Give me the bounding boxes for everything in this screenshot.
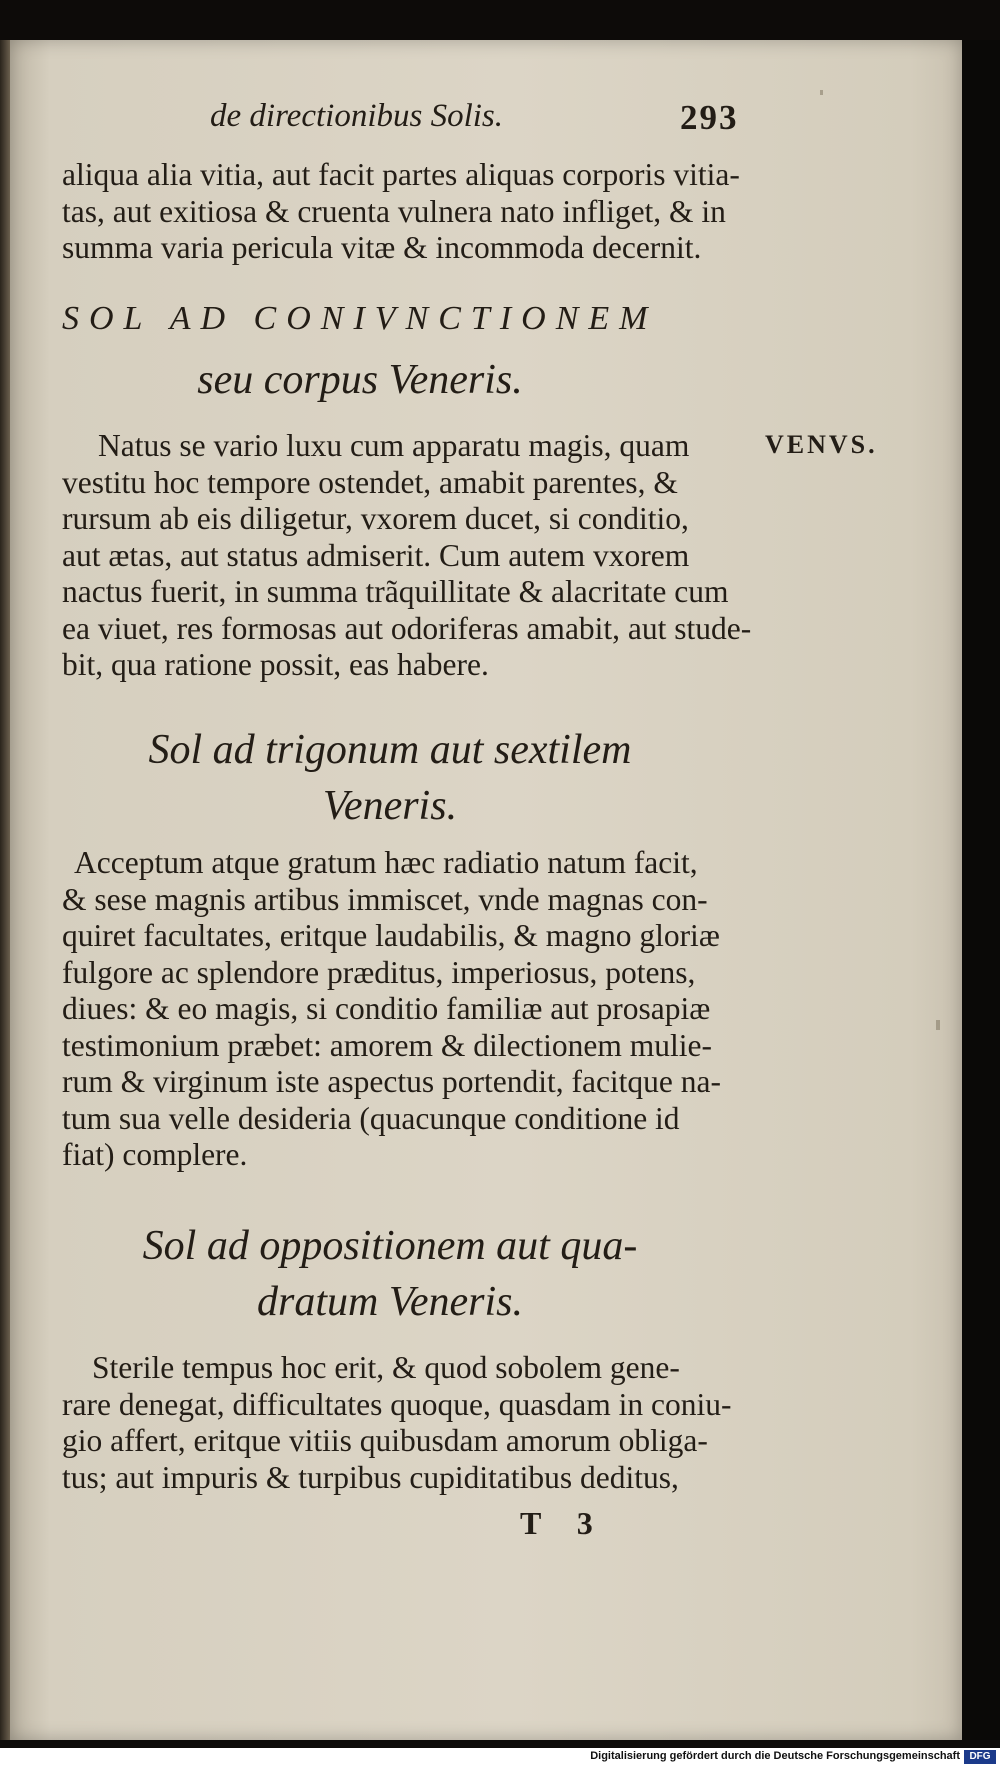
book-edge-left xyxy=(0,40,10,1740)
text-line: summa varia pericula vitæ & incommoda decernit. xyxy=(62,230,702,265)
text-line: & sese magnis artibus immiscet, vnde magnas con- xyxy=(62,881,708,917)
text-line: Natus se vario luxu cum apparatu magis, quam xyxy=(98,428,690,463)
section-subheading-conjunction: seu corpus Veneris. xyxy=(197,357,523,403)
text-line: rum & virginum iste aspectus portendit, facitque na- xyxy=(62,1064,722,1099)
text-line: fiat) complere. xyxy=(62,1137,248,1172)
paragraph-1 xyxy=(62,157,762,267)
text-line: aliqua alia vitia, aut facit partes aliquas corporis vitia- xyxy=(62,157,740,192)
text-line: gio affert, eritque vitiis quibusdam amorum obliga- xyxy=(62,1423,708,1458)
section-heading-conjunction: SOL AD CONIVNCTIONEM xyxy=(62,300,658,337)
running-head: de directionibus Solis. xyxy=(210,98,504,134)
section-heading-line: Sol ad oppositionem aut qua- xyxy=(142,1223,638,1269)
text-line: vestitu hoc tempore ostendet, amabit parentes, & xyxy=(62,464,678,500)
text-line: fulgore ac splendore præditus, imperiosus, potens, xyxy=(62,954,696,990)
paragraph-4 xyxy=(62,1350,762,1496)
section-heading-line: Veneris. xyxy=(322,783,458,829)
text-line: bit, qua ratione possit, eas habere. xyxy=(62,647,489,682)
text-line: nactus fuerit, in summa trãquillitate & alacritate cum xyxy=(62,574,729,609)
margin-note: VENVS. xyxy=(765,430,878,459)
text-line: rare denegat, difficultates quoque, quasdam in coniu- xyxy=(62,1386,732,1422)
section-heading-line: Sol ad trigonum aut sextilem xyxy=(148,727,632,773)
page-number: 293 xyxy=(680,98,739,137)
text-line: Acceptum atque gratum hæc radiatio natum facit, xyxy=(74,845,698,880)
paragraph-2 xyxy=(62,428,762,684)
text-line: tum sua velle desideria (quacunque conditione id xyxy=(62,1100,680,1136)
book-edge-right xyxy=(962,40,1000,1740)
section-heading-trigon xyxy=(110,722,670,834)
text-line: aut ætas, aut status admiserit. Cum autem vxorem xyxy=(62,537,690,573)
paper-speck xyxy=(820,90,823,95)
section-heading-line: dratum Veneris. xyxy=(257,1279,523,1325)
text-line: Sterile tempus hoc erit, & quod sobolem gene- xyxy=(92,1350,680,1385)
text-line: diues: & eo magis, si conditio familiæ aut prosapiæ xyxy=(62,991,711,1026)
text-line: quiret facultates, eritque laudabilis, & magno gloriæ xyxy=(62,918,720,953)
paragraph-3 xyxy=(62,845,762,1174)
dfg-logo: DFG xyxy=(964,1750,996,1764)
text-line: testimonium præbet: amorem & dilectionem mulie- xyxy=(62,1027,712,1063)
text-line: tus; aut impuris & turpibus cupiditatibus deditus, xyxy=(62,1459,679,1495)
section-heading-opposition xyxy=(120,1218,660,1330)
signature-mark: T 3 xyxy=(520,1505,607,1541)
text-line: ea viuet, res formosas aut odoriferas amabit, aut stude- xyxy=(62,610,752,646)
paper-speck xyxy=(936,1020,940,1030)
text-line: rursum ab eis diligetur, vxorem ducet, si conditio, xyxy=(62,501,689,536)
footer-credit: Digitalisierung gefördert durch die Deutsche Forschungsgemeinschaft xyxy=(590,1750,960,1762)
text-line: tas, aut exitiosa & cruenta vulnera nato infliget, & in xyxy=(62,193,726,229)
